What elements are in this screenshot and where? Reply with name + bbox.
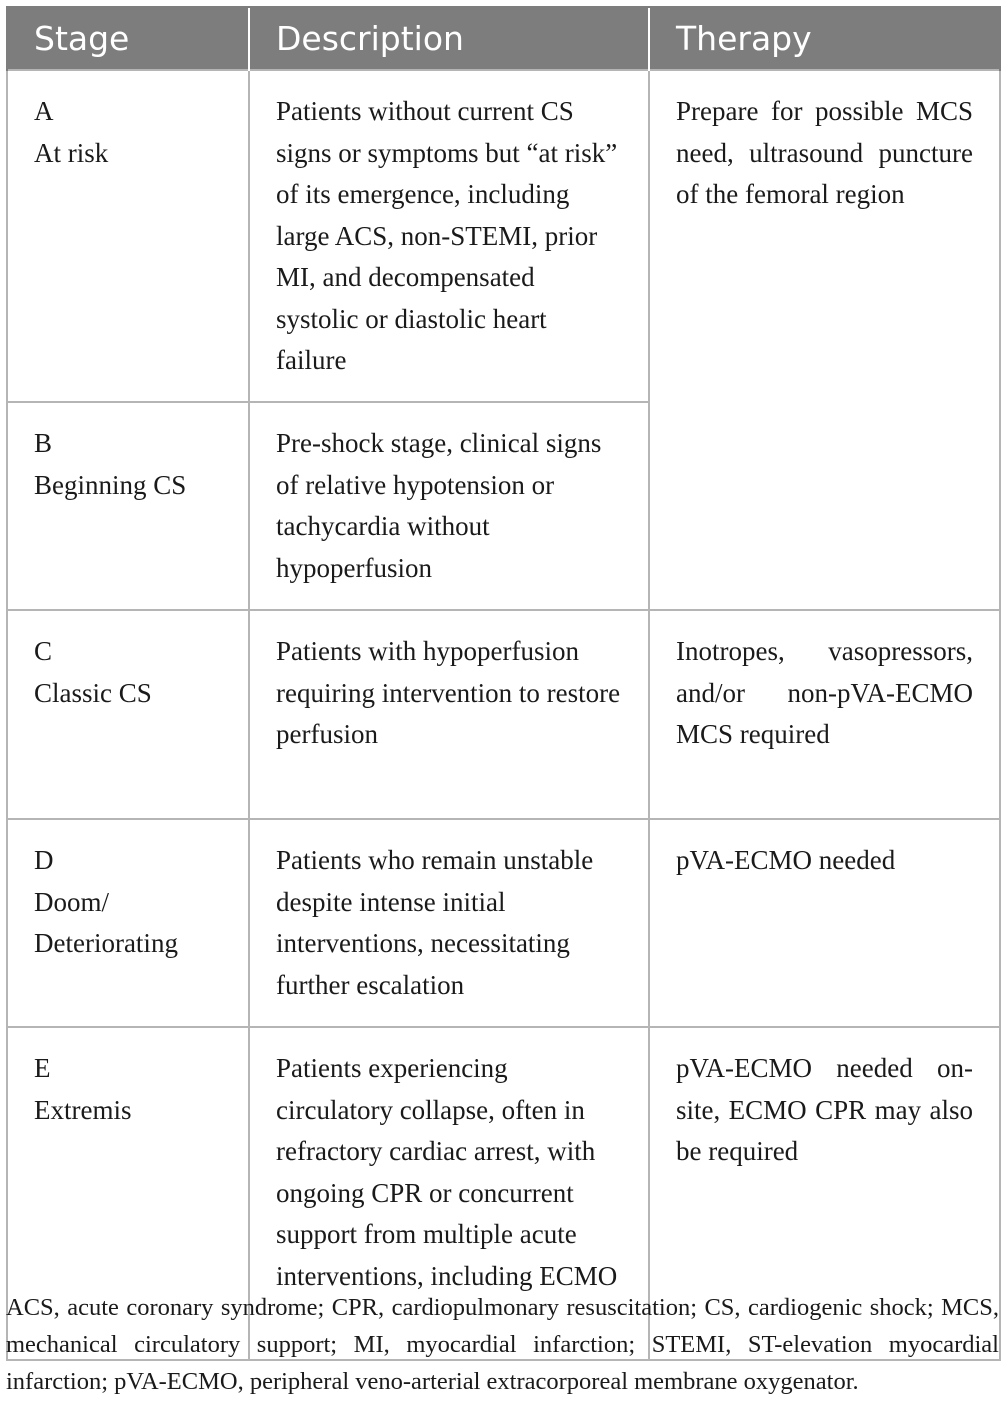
therapy-cell-ab: Prepare for possible MCS need, ultrasound puncture of the femoral region [649,70,1000,610]
stage-letter: D [34,845,54,875]
stage-name: At risk [34,137,109,168]
header-stage: Stage [7,7,249,70]
stage-cell-c [7,610,249,819]
table-footnote-abbreviations: ACS, acute coronary syndrome; CPR, cardiopulmonary resuscitation; CS, cardiogenic shock; MCS, mechanical circulatory support; MI, myocardial infarction; STEMI, ST-elevation myocardial infarction; pVA-ECMO, peripheral veno-arterial extracorporeal membrane oxygenator. [6,1293,999,1395]
description-cell-c: Patients with hypoperfusion requiring intervention to restore perfusion [249,610,649,819]
description-cell-b: Pre-shock stage, clinical signs of relative hypotension or tachycardia without hypoperfusion [249,402,649,610]
stage-letter: B [34,428,53,458]
description-cell-a: Patients without current CS signs or symptoms but “at risk” of its emergence, including large ACS, non-STEMI, prior MI, and decompensated systolic or diastolic heart failure [249,70,649,402]
therapy-cell-d: pVA-ECMO needed [649,819,1000,1027]
table-row-stage-a [7,70,1000,402]
header-row [7,7,1000,70]
stage-name: Classic CS [34,677,152,708]
stage-name: Beginning CS [34,469,187,500]
description-cell-e: Patients experiencing circulatory collapse, often in refractory cardiac arrest, with ongoing CPR or concurrent support from multiple acute interventions, including ECMO [249,1027,649,1360]
table-row-stage-c [7,610,1000,819]
therapy-cell-e: pVA-ECMO needed on-site, ECMO CPR may also be required [649,1027,1000,1360]
stage-cell-a [7,70,249,402]
header-description: Description [249,7,649,70]
stage-letter: E [34,1053,51,1083]
table-row-stage-d [7,819,1000,1027]
stage-name: Extremis [34,1094,132,1125]
stage-cell-b [7,402,249,610]
cardiogenic-shock-stages-table-container [6,6,999,1361]
stage-name: Doom/ Deteriorating [34,886,178,958]
cardiogenic-shock-stages-table [6,6,1001,1361]
header-therapy: Therapy [649,7,1000,70]
stage-cell-d [7,819,249,1027]
stage-letter: C [34,636,53,666]
stage-letter: A [34,96,54,126]
therapy-cell-c: Inotropes, vasopressors, and/or non-pVA-ECMO MCS required [649,610,1000,819]
description-cell-d: Patients who remain unstable despite intense initial interventions, necessitating further escalation [249,819,649,1027]
